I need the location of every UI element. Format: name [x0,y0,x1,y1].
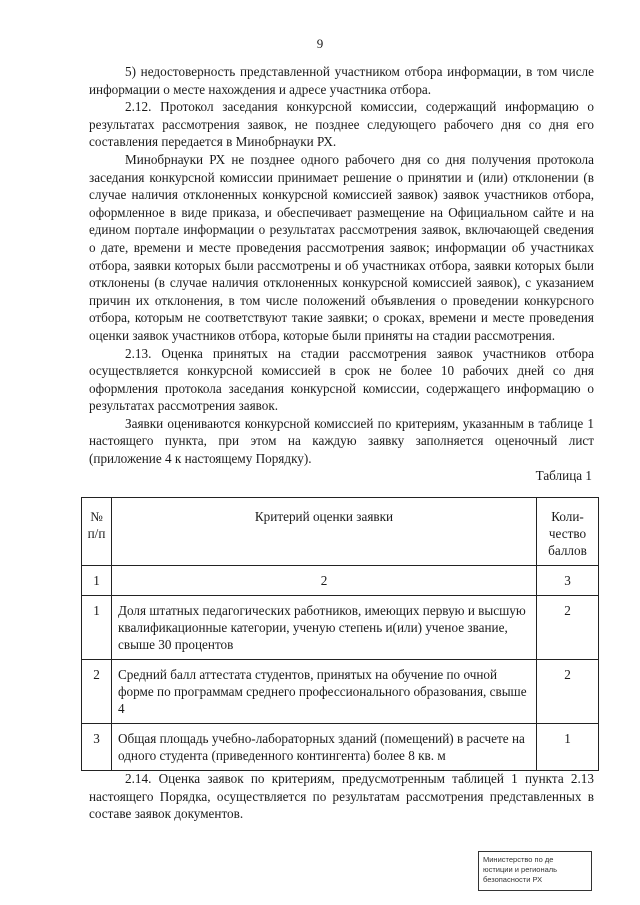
header-criterion: Критерий оценки заявки [112,498,537,566]
stamp-line: юстиции и региональ [483,865,558,874]
index-cell: 1 [82,566,112,596]
row-criterion: Средний балл аттестата студентов, принятых на обучение по очной форме по программам среднего профессионального образования, свыше 4 [112,660,537,724]
index-cell: 3 [537,566,599,596]
stamp-line: безопасности РХ [483,875,543,884]
closing-text [89,770,594,823]
table-row [82,660,599,724]
header-number: № п/п [82,498,112,566]
row-score: 2 [537,596,599,660]
table-row [82,724,599,771]
paragraph: 2.14. Оценка заявок по критериям, предусмотренным таблицей 1 пункта 2.13 настоящего Порядка, осуществляется по результатам рассмотрения представленных в составе заявок документов. [89,771,594,822]
row-criterion: Общая площадь учебно-лабораторных зданий (помещений) в расчете на одного студента (приведенного контингента) более 8 кв. м [112,724,537,771]
body-text [89,63,594,468]
row-score: 1 [537,724,599,771]
paragraph: Заявки оцениваются конкурсной комиссией по критериям, указанным в таблице 1 настоящего пункта, при этом на каждую заявку заполняется оценочный лист (приложение 4 к настоящему Порядку). [89,415,594,467]
registration-stamp [478,851,592,891]
row-number: 3 [82,724,112,771]
row-number: 2 [82,660,112,724]
paragraph: 2.13. Оценка принятых на стадии рассмотрения заявок участников отбора осуществляется конкурсной комиссией в срок не более 10 рабочих дней со дня оформления протокола заседания конкурсной комиссии, содержащего информацию о результатах рассмотрения заявок. [89,345,594,414]
paragraph: Минобрнауки РХ не позднее одного рабочего дня со дня получения протокола заседания конкурсной комиссии принимает решение о принятии и (или) отклонении (в случае наличия отклоненных конкурсной комиссией заявок) заявок участников отбора, оформленное в виде приказа, и обеспечивает размещение на Официальном сайте и на едином портале информации о результатах рассмотрения заявок, включающей сведения о дате, времени и месте проведения рассмотрения заявок; информации об участниках отбора, заявки которых были рассмотрены и об участниках отбора, заявки которых были отклонены (в случае наличия отклоненных конкурсной комиссией заявок), с указанием причин их отклонения, в том числе положений объявления о проведении конкурсного отбора, которым не соответствуют такие заявки; о сроках, времени и месте проведения оценки заявок участников отбора, которые были приняты на стадии рассмотрения. [89,151,594,343]
row-criterion: Доля штатных педагогических работников, имеющих первую и высшую квалификационные категории, ученую степень и(или) ученое звание, свыше 30 процентов [112,596,537,660]
paragraph: 2.12. Протокол заседания конкурсной комиссии, содержащий информацию о результатах рассмотрения заявок, не позднее следующего рабочего дня со дня его составления передается в Минобрнауки РХ. [89,99,594,150]
criteria-table [81,497,599,771]
table-caption: Таблица 1 [535,468,592,483]
table-header-row [82,498,599,566]
row-score: 2 [537,660,599,724]
row-number: 1 [82,596,112,660]
header-score: Коли-чество баллов [537,498,599,566]
paragraph: 5) недостоверность представленной участником отбора информации, в том числе информации о месте нахождения и адресе участника отбора. [89,64,594,97]
index-cell: 2 [112,566,537,596]
stamp-line: Министерство по де [483,855,554,864]
table-row [82,596,599,660]
table-index-row [82,566,599,596]
page-number: 9 [316,36,324,51]
